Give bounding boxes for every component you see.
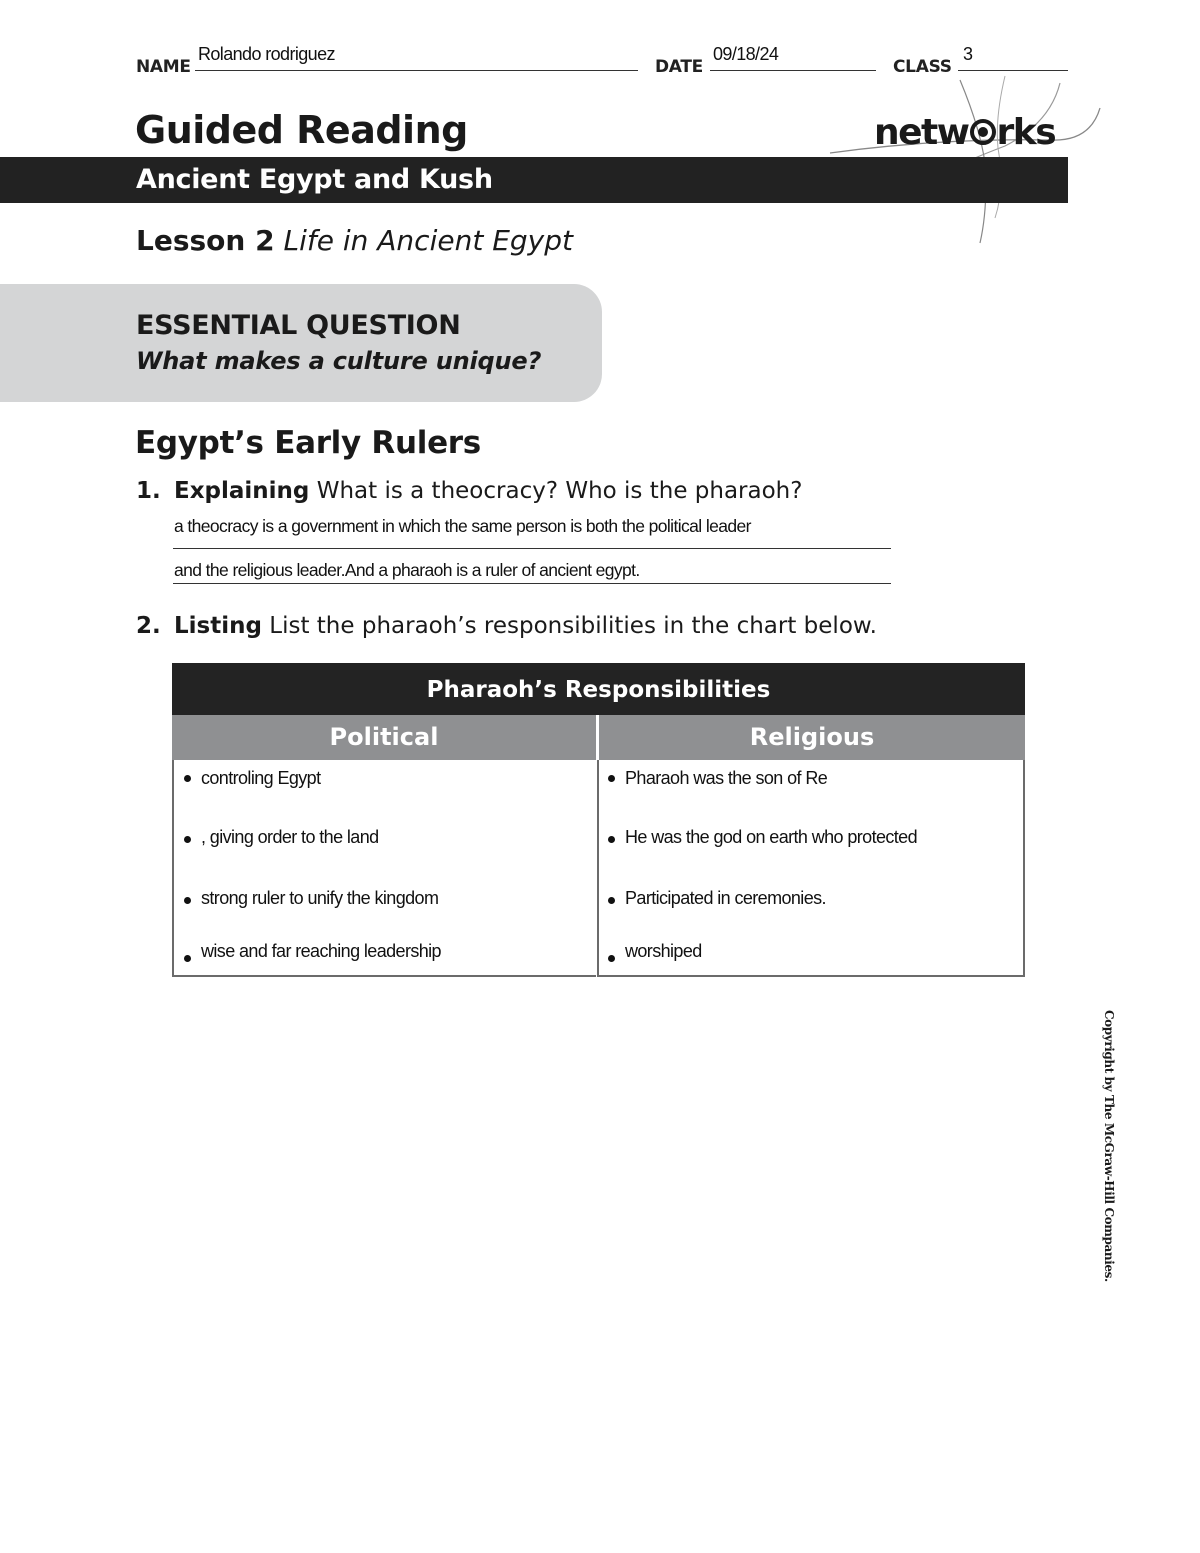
religious-entry[interactable]: Pharaoh was the son of Re [608,768,827,789]
religious-entry[interactable]: worshiped [608,941,702,962]
bullet-icon [184,897,191,904]
bullet-icon [184,836,191,843]
logo-target-icon [970,119,996,145]
question-prompt: List the pharaoh’s responsibilities in the chart below. [269,613,877,639]
answer-text-1[interactable]: a theocracy is a government in which the same person is both the political leader [174,516,751,536]
question-number: 2. [136,613,161,639]
answer-line-1[interactable] [173,548,891,549]
name-field[interactable]: Rolando rodriguez [198,44,335,64]
lesson-heading [136,224,573,257]
religious-entry[interactable]: He was the god on earth who protected [608,827,917,848]
name-field-line [195,70,638,71]
chart-title: Pharaoh’s Responsibilities [172,663,1025,715]
section-title: Egypt’s Early Rulers [135,425,481,461]
lesson-label: Lesson 2 [136,224,275,257]
answer-text-2[interactable]: and the religious leader.And a pharaoh is a ruler of ancient egypt. [174,560,640,580]
question-2 [136,613,877,639]
copyright-notice: Copyright by The McGraw-Hill Companies. [1102,1010,1116,1282]
question-verb: Listing [174,613,262,639]
date-field[interactable]: 09/18/24 [713,44,779,64]
column-header-political: Political [172,715,596,760]
question-1 [136,478,802,504]
question-verb: Explaining [174,478,310,504]
bullet-icon [608,897,615,904]
class-label: CLASS [893,57,952,77]
networks-logo: netw rks [874,112,1056,153]
question-number: 1. [136,478,161,504]
bullet-icon [184,955,191,962]
column-header-religious: Religious [599,715,1025,760]
bullet-icon [184,775,191,782]
class-field[interactable]: 3 [963,44,973,64]
name-label: NAME [136,57,191,77]
question-prompt: What is a theocracy? Who is the pharaoh? [316,478,803,504]
date-label: DATE [655,57,703,77]
column-divider-line [597,760,599,977]
political-entry[interactable]: controling Egypt [184,768,320,789]
lesson-title: Life in Ancient Egypt [283,224,573,257]
essential-question-box [0,284,602,402]
political-entry[interactable]: strong ruler to unify the kingdom [184,888,438,909]
bullet-icon [608,955,615,962]
political-entry[interactable]: , giving order to the land [184,827,379,848]
answer-line-2[interactable] [173,583,891,584]
bullet-icon [608,775,615,782]
essential-question-text: What makes a culture unique? [136,347,542,375]
bullet-icon [608,836,615,843]
religious-entry[interactable]: Participated in ceremonies. [608,888,826,909]
political-entry[interactable]: wise and far reaching leadership [184,941,441,962]
unit-title: Ancient Egypt and Kush [136,164,493,195]
essential-question-heading: ESSENTIAL QUESTION [136,310,461,341]
page-title: Guided Reading [135,108,468,152]
